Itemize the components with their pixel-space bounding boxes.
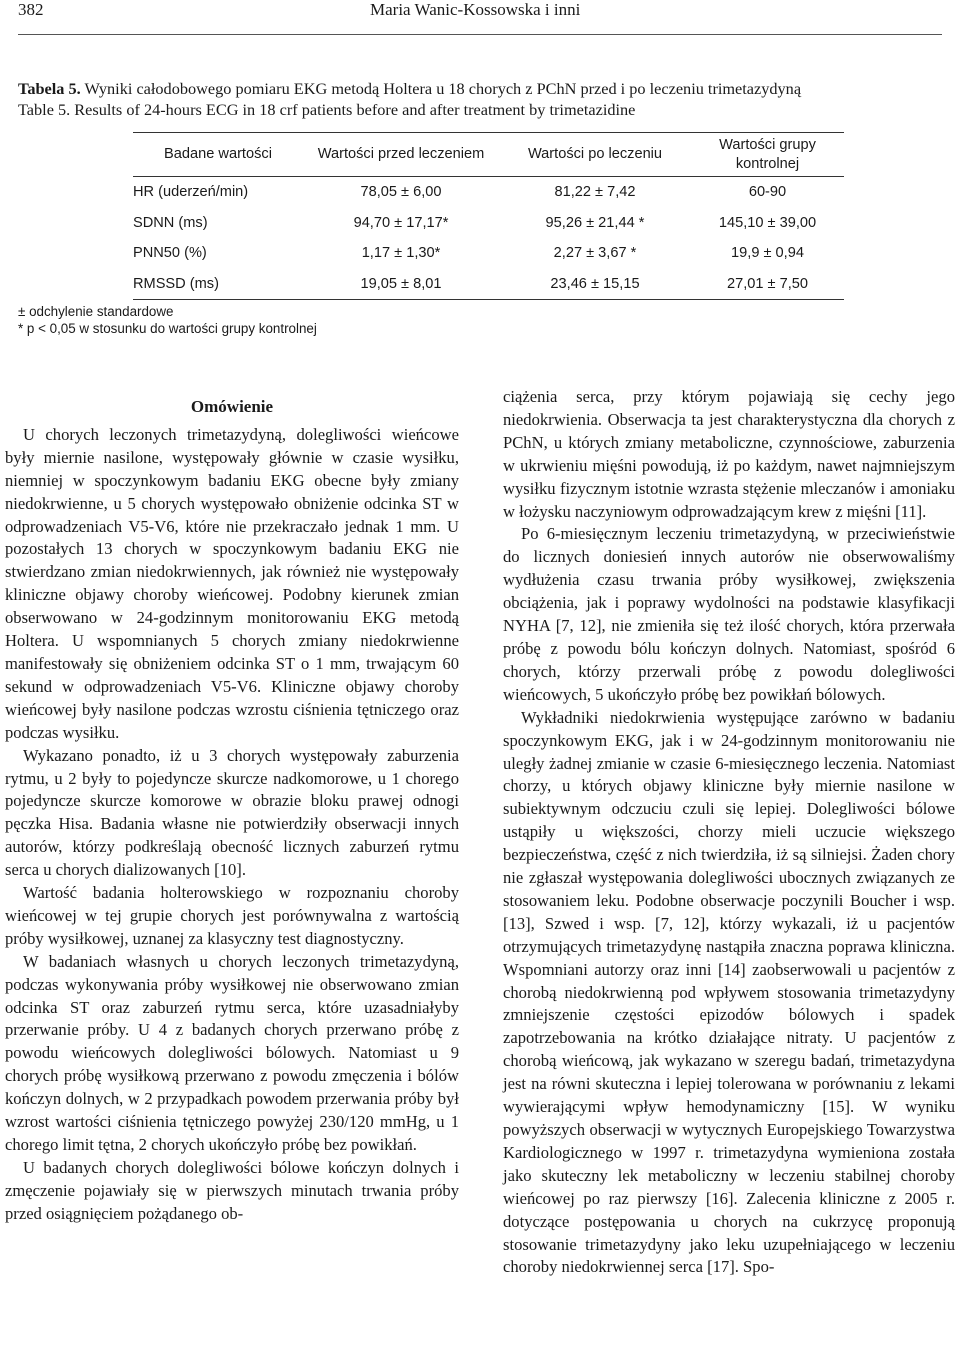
section-title: Omówienie — [190, 397, 274, 416]
paragraph: Wartość badania holterowskiego w rozpoznaniu choroby wieńcowej w tej grupie chorych jest porównywalna z wartością próby wysiłkowej, uznanej za klasyczny test diagnostyczny. — [5, 883, 459, 948]
caption-polish-label: Tabela 5. — [18, 79, 81, 98]
column-header: Badane wartości — [133, 133, 303, 177]
caption-english-text: Results of 24-hours ECG in 18 crf patients before and after treatment by trimetazidine — [74, 100, 636, 119]
paragraph: U chorych leczonych trimetazydyną, dolegliwości wieńcowe były miernie nasilone, występowały głównie w czasie wysiłku, niemniej w spoczynkowym badaniu EKG obecne były zmiany niedokrwienne, u 5 chorych występowało obniżenie odcinka ST w odprowadzeniach V5-V6, które nie przekraczało jednak 1 mm. U pozostałych 13 chorych w spoczynkowym badaniu EKG nie stwierdzano zmian niedokrwiennych, jak również nie występowały kliniczne objawy choroby wieńcowej. Podobny kierunek zmian obserwowano w 24-godzinnym monitorowaniu EKG metodą Holtera. U wspomnianych 5 chorych zmiany niedokrwienne manifestowały się obniżeniem odcinka ST o 1 mm, trwającym 60 sekund w odprowadzeniach V5-V6. Kliniczne objawy choroby wieńcowej były nasilone podczas wzrostu ciśnienia tętniczego oraz podczas wysiłku. — [5, 424, 459, 742]
paragraph: Wykazano ponadto, iż u 3 chorych występowały zaburzenia rytmu, u 2 były to pojedyncze skurcze nadkomorowe, u 1 chorego pojedyncze skurcze komorowe w obrazie bloku prawej odnogi pęczka Hisa. Badania własne nie potwierdziły obserwacji innych autorów, którzy podkreślają obecność licznych zaburzeń rytmu serca u chorych dializowanych [10]. — [5, 745, 459, 880]
table-header-row — [133, 133, 844, 177]
table-cell: 19,05 ± 8,01 — [303, 269, 499, 300]
table-cell: 2,27 ± 3,67 * — [553, 245, 637, 262]
table-cell: 78,05 ± 6,00 — [360, 184, 442, 201]
table-cell: RMSSD (ms) — [133, 269, 303, 300]
table-row — [133, 238, 844, 269]
table-row — [133, 269, 844, 300]
caption-polish — [18, 78, 801, 99]
table-cell: PNN50 (%) — [133, 245, 207, 262]
table-cell: 95,26 ± 21,44 * — [545, 214, 645, 231]
footnote-significance: * p < 0,05 w stosunku do wartości grupy kontrolnej — [18, 321, 317, 336]
paragraph: ciążenia serca, przy którym pojawiają się cechy jego niedokrwienia. Obserwacja ta jest charakterystyczna dla chorych z PChN, u których zmiany metaboliczne, czynnościowe, zaburzenia w ukrwieniu mięśni powodują, iż po każdym, nawet najmniejszym wysiłku fizycznym istotnie wzrasta stężenie mleczanów i amoniaku w łożysku naczyniowym odprowadzającym krew z mięśni [11]. — [503, 387, 955, 521]
page-number: 382 — [18, 0, 44, 19]
table-cell: 27,01 ± 7,50 — [691, 269, 844, 300]
caption-english-label: Table 5. — [18, 100, 71, 119]
table-row — [133, 177, 844, 208]
table-caption — [18, 78, 801, 120]
right-column — [503, 386, 955, 1279]
table-cell: 145,10 ± 39,00 — [718, 214, 817, 231]
paragraph: U badanych chorych dolegliwości bólowe kończyn dolnych i zmęczenie pojawiały się w pierwszych minutach trwania próby przed osiągnięciem pożądanego ob- — [5, 1157, 459, 1223]
column-header: Wartości grupy kontrolnej — [691, 133, 844, 177]
caption-english — [18, 99, 801, 120]
table-cell: 60-90 — [748, 184, 787, 201]
table-cell: 19,9 ± 0,94 — [731, 245, 804, 262]
holter-results-table — [133, 132, 844, 300]
table-cell: 81,22 ± 7,42 — [554, 184, 636, 201]
footnote-sd: ± odchylenie standardowe — [18, 304, 174, 319]
column-header: Wartości przed leczeniem — [303, 133, 499, 177]
table-cell: HR (uderzeń/min) — [133, 184, 249, 201]
paragraph: Wykładniki niedokrwienia występujące zarówno w badaniu spoczynkowym EKG, jak i w 24-godzinnym monitorowaniu nie uległy żadnej zmianie w czasie 6-miesięcznego leczenia. Natomiast chorzy, u których objawy kliniczne były miernie nasilone w subiektywnym odczuciu czuli się lepiej. Dolegliwości bólowe ustąpiły u większości, chorzy mieli uczucie większego bezpieczeństwa, część z nich twierdziła, iż są silniejsi. Żaden chory nie zgłaszał występowania dolegliwości ubocznych związanych ze stosowaniem leku. Podobne obserwacje poczynili Boucher i wsp. [13], Szwed i wsp. [7, 12], którzy wykazali, iż u pacjentów otrzymujących trimetazydynę nastąpiła znaczna poprawa kliniczna. Wspomniani autorzy oraz inni [14] zaobserwowali u pacjentów z chorobą niedokrwienną pod wpływem stosowania trimetazydyny zmniejszenie częstości epizodów bólowych i spadek zapotrzebowania na krótko działające nitraty. U pacjentów z chorobą wieńcową, jak wykazano w szeregu badań, trimetazydyna jest na równi skuteczna i lepiej tolerowana w porównaniu z lekami wywierającymi wpływ hemodynamiczny [15]. W wyniku powyższych obserwacji w wytycznych Europejskiego Towarzystwa Kardiologicznego w 1997 r. trimetazydyna wymieniona została jako skuteczny lek metaboliczny w leczeniu stabilnej choroby wieńcowej po raz pierwszy [16]. Zalecenia kliniczne z 2005 r. dotyczące postępowania u chorych na cukrzycę proponują stosowanie trimetazydyny jako leku uzupełniającego w leczeniu choroby niedokrwiennej serca [17]. Spo- — [503, 707, 955, 1277]
left-column — [5, 388, 459, 1226]
table-cell: 1,17 ± 1,30* — [361, 245, 441, 262]
table-cell: 94,70 ± 17,17* — [353, 214, 449, 231]
table-cell: SDNN (ms) — [133, 214, 208, 231]
paragraph: Po 6-miesięcznym leczeniu trimetazydyną, w przeciwieństwie do licznych doniesień innych autorów nie obserwowaliśmy wydłużenia czasu trwania próby wysiłkowej, zwiększenia obciążenia, jak i poprawy wydolności na podstawie klasyfikacji NYHA [7, 12], nie zmieniła się też ilość chorych, która przerwała próbę z powodu bólu kończyn dolnych. Natomiast, spośród 6 chorych, którzy przerwali próbę z powodu dolegliwości wieńcowych, 5 ukończyło próbę bez powikłań bólowych. — [503, 524, 955, 704]
table-cell: 23,46 ± 15,15 — [499, 269, 691, 300]
paragraph: W badaniach własnych u chorych leczonych trimetazydyną, podczas wykonywania próby wysiłkowej nie obserwowano zmian odcinka ST oraz zaburzeń rytmu serca, które uzasadniałyby przerwanie próby. U 4 z badanych chorych przerwano próbę z powodu wieńcowych dolegliwości bólowych. Natomiast u 9 chorych próbę wysiłkową przerwano z powodu zmęczenia i bólów kończyn dolnych, w 2 przypadkach powodem przerwania próby był wzrost wartości ciśnienia tętniczego powyżej 230/120 mmHg, u 1 chorego limit tętna, 2 chorych ukończyło próbę bez powikłań. — [5, 951, 459, 1154]
running-head: Maria Wanic-Kossowska i inni — [370, 0, 581, 19]
caption-polish-text: Wyniki całodobowego pomiaru EKG metodą Holtera u 18 chorych z PChN przed i po leczeniu trimetazydyną — [84, 79, 802, 98]
page-header — [18, 0, 942, 35]
column-header: Wartości po leczeniu — [499, 133, 691, 177]
table-row — [133, 208, 844, 239]
